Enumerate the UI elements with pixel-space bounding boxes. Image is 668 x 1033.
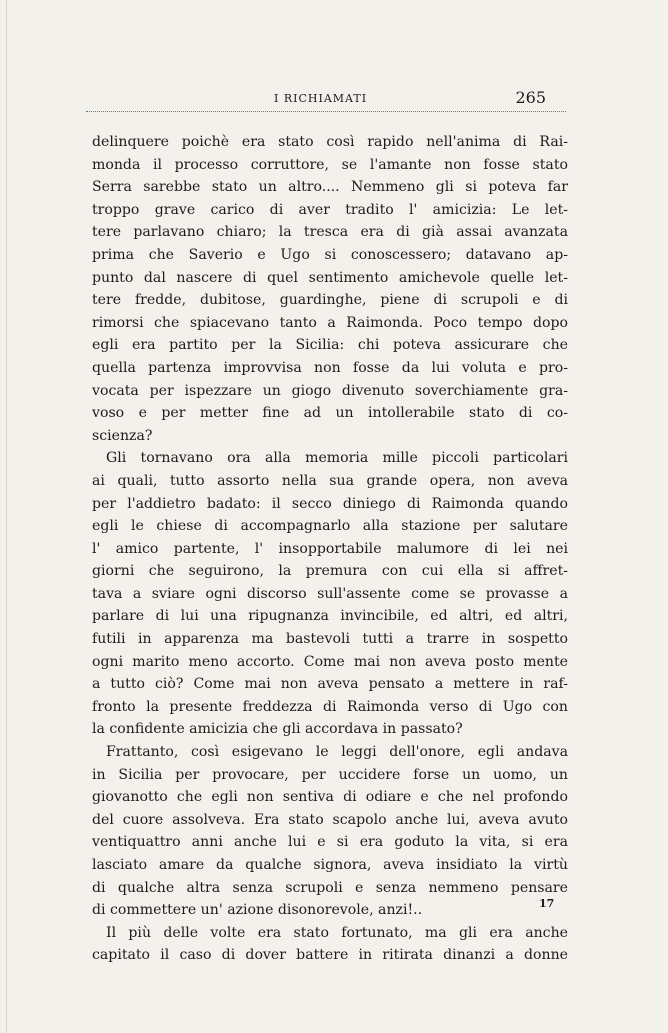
page-edge	[6, 0, 7, 1033]
text-line: ai quali, tutto assorto nella sua grande opera, non aveva	[92, 472, 568, 489]
text-line: la confidente amicizia che gli accordava in passato?	[92, 721, 463, 738]
text-line: l' amico partente, l' insopportabile malumore di lei nei	[92, 540, 568, 557]
text-line: egli era partito per la Sicilia: chi poteva assicurare che	[92, 337, 568, 354]
text-line: Serra sarebbe stato un altro.... Nemmeno gli si poteva far	[92, 179, 568, 196]
text-line: ventiquattro anni anche lui e si era goduto la vita, si era	[92, 834, 568, 851]
text-line: per l'addietro badato: il secco diniego di Raimonda quando	[92, 495, 568, 512]
text-line: a tutto ciò? Come mai non aveva pensato a mettere in raf-	[92, 676, 568, 693]
text-line: parlare di lui una ripugnanza invincibile, ed altri, ed altri,	[92, 608, 568, 625]
text-line: egli le chiese di accompagnarlo alla stazione per salutare	[92, 518, 568, 535]
text-line: voso e per metter fine ad un intollerabile stato di co-	[92, 405, 568, 422]
text-line: in Sicilia per provocare, per uccidere forse un uomo, un	[92, 766, 568, 783]
text-line: fronto la presente freddezza di Raimonda verso di Ugo con	[92, 698, 568, 715]
text-line: futili in apparenza ma bastevoli tutti a trarre in sospetto	[92, 631, 568, 648]
body-text	[92, 131, 568, 967]
text-line: prima che Saverio e Ugo si conoscessero; datavano ap-	[92, 246, 568, 263]
text-line: lasciato amare da qualche signora, aveva insidiato la virtù	[92, 857, 568, 873]
text-line: scienza?	[92, 427, 153, 444]
text-line: rimorsi che spiacevano tanto a Raimonda. Poco tempo dopo	[92, 314, 568, 331]
text-line: quella partenza improvvisa non fosse da lui voluta e pro-	[92, 359, 568, 376]
text-line: vocata per ispezzare un giogo divenuto soverchiamente gra-	[92, 382, 568, 399]
signature-mark: 17	[539, 897, 555, 910]
text-line: punto dal nascere di quel sentimento amichevole quelle let-	[92, 269, 568, 286]
text-line: troppo grave carico di aver tradito l' amicizia: Le let-	[92, 201, 568, 218]
text-line: Frattanto, così esigevano le leggi dell'onore, egli andava	[106, 744, 568, 761]
text-line: tere parlavano chiaro; la tresca era di già assai avanzata	[92, 224, 568, 241]
text-line: Gli tornavano ora alla memoria mille piccoli particolari	[106, 450, 568, 467]
text-line: ogni marito meno accorto. Come mai non aveva posto mente	[92, 653, 568, 670]
text-line: giovanotto che egli non sentiva di odiare e che nel profondo	[92, 789, 568, 806]
text-line: monda il processo corruttore, se l'amante non fosse stato	[92, 156, 568, 173]
text-line: di commettere un' azione disonorevole, anzi!..	[92, 902, 423, 919]
running-title: I RICHIAMATI	[274, 92, 368, 105]
header-rule	[86, 111, 566, 112]
text-line: delinquere poichè era stato così rapido nell'anima di Rai-	[92, 134, 568, 150]
text-line: Il più delle volte era stato fortunato, ma gli era anche	[106, 924, 568, 941]
page-header	[86, 86, 566, 112]
text-line: tere fredde, dubitose, guardinghe, piene di scrupoli e di	[92, 292, 568, 309]
text-line: capitato il caso di dover battere in ritirata dinanzi a donne	[92, 947, 568, 964]
page-number: 265	[515, 88, 546, 107]
text-line: di qualche altra senza scrupoli e senza nemmeno pensare	[92, 879, 568, 896]
text-line: giorni che seguirono, la premura con cui ella si affret-	[92, 563, 568, 580]
text-line: del cuore assolveva. Era stato scapolo anche lui, aveva avuto	[92, 811, 568, 828]
text-line: tava a sviare ogni discorso sull'assente come se provasse a	[92, 585, 568, 602]
